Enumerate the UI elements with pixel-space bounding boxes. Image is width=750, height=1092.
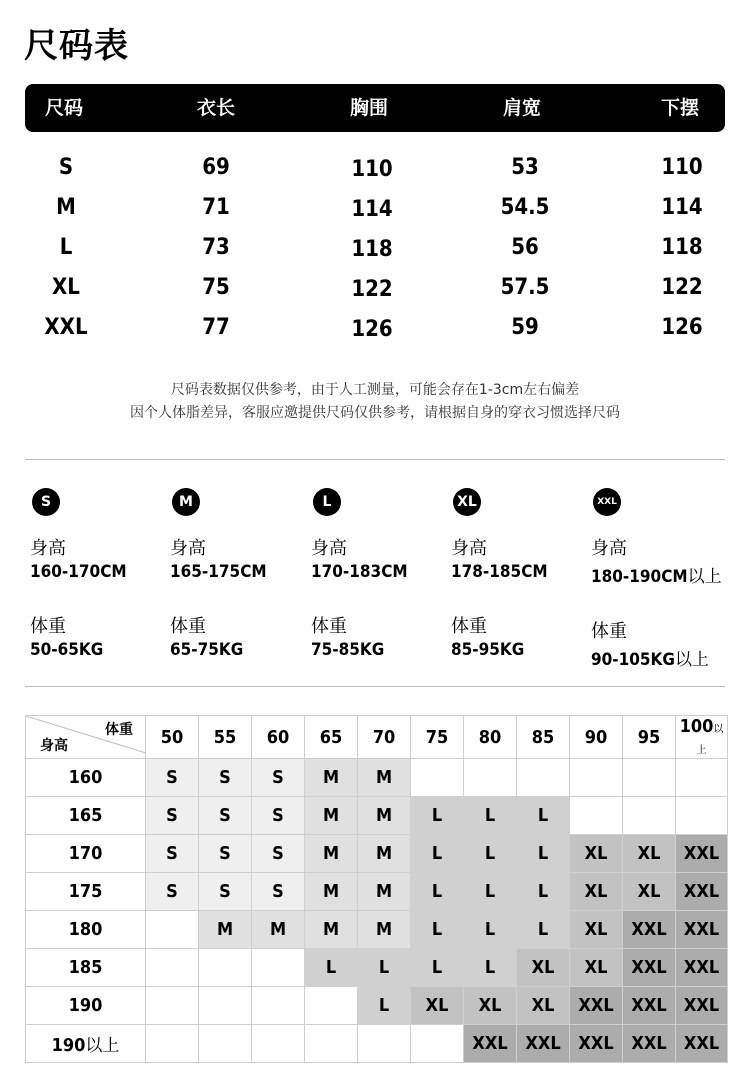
size-cell: L — [464, 797, 517, 835]
size-badge: XXL — [593, 488, 621, 516]
size-cell: XL — [570, 949, 623, 987]
height-header: 160 — [26, 759, 146, 797]
size-cell: S — [252, 759, 305, 797]
size-cell: L — [517, 797, 570, 835]
size-recommendation-l — [311, 488, 451, 660]
height-header: 170 — [26, 835, 146, 873]
table-row — [26, 987, 728, 1025]
table-cell: 110 — [351, 157, 393, 182]
weight-label: 体重 — [451, 616, 487, 637]
weight-header: 50 — [146, 716, 199, 759]
height-range: 160-170CM — [30, 562, 127, 582]
size-cell — [676, 759, 728, 797]
height-header: 165 — [26, 797, 146, 835]
weight-axis-label: 体重 — [105, 722, 133, 738]
table-cell: 59 — [511, 315, 539, 340]
table-cell: S — [58, 155, 74, 180]
weight-header: 70 — [358, 716, 411, 759]
header-size: 尺码 — [45, 97, 84, 119]
table-row — [0, 308, 750, 348]
size-cell — [517, 759, 570, 797]
page-title: 尺码表 — [24, 26, 129, 66]
table-cell: L — [59, 235, 73, 260]
size-cell: L — [411, 911, 464, 949]
table-row — [0, 228, 750, 268]
size-cell: S — [252, 873, 305, 911]
table-cell: 69 — [202, 155, 230, 180]
header-length: 衣长 — [197, 97, 236, 119]
size-cell: XXL — [623, 949, 676, 987]
size-cell: M — [305, 873, 358, 911]
weight-header: 100以上 — [676, 716, 728, 759]
size-badge: L — [313, 488, 341, 516]
size-badge: XL — [453, 488, 481, 516]
size-cell: XXL — [623, 911, 676, 949]
weight-header: 75 — [411, 716, 464, 759]
height-range: 180-190CM以上 — [591, 567, 722, 587]
table-cell: 114 — [351, 197, 393, 222]
table-cell: 56 — [511, 235, 539, 260]
table-row — [26, 911, 728, 949]
size-badge: M — [172, 488, 200, 516]
size-cell: M — [199, 911, 252, 949]
size-cell: S — [146, 797, 199, 835]
size-recommendation-xxl — [591, 488, 731, 670]
table-row — [0, 268, 750, 308]
size-cell — [570, 759, 623, 797]
size-cell: L — [411, 873, 464, 911]
size-cell: L — [358, 987, 411, 1025]
size-cell: XXL — [676, 1025, 728, 1063]
table-row — [0, 148, 750, 188]
size-cell — [146, 987, 199, 1025]
header-hem: 下摆 — [661, 97, 700, 119]
height-label: 身高 — [30, 538, 66, 559]
table-cell: 110 — [661, 155, 703, 180]
size-cell: L — [411, 835, 464, 873]
weight-header: 80 — [464, 716, 517, 759]
table-cell: 57.5 — [500, 275, 550, 300]
size-cell: L — [517, 835, 570, 873]
size-cell: L — [464, 835, 517, 873]
size-cell: XL — [517, 987, 570, 1025]
size-cell: L — [517, 911, 570, 949]
size-cell — [411, 1025, 464, 1063]
divider — [25, 686, 725, 687]
table-row — [26, 797, 728, 835]
weight-range: 85-95KG — [451, 640, 525, 660]
table-cell: 126 — [351, 317, 393, 342]
size-cell: XL — [623, 873, 676, 911]
size-cell: M — [252, 911, 305, 949]
height-weight-size-chart — [25, 715, 728, 1063]
divider — [25, 459, 725, 460]
size-cell: S — [199, 759, 252, 797]
weight-range: 90-105KG以上 — [591, 650, 709, 670]
table-row — [26, 835, 728, 873]
height-header: 180 — [26, 911, 146, 949]
height-header: 185 — [26, 949, 146, 987]
size-cell — [676, 797, 728, 835]
table-cell: 71 — [202, 195, 230, 220]
header-shoulder: 肩宽 — [503, 97, 542, 119]
size-cell: XXL — [623, 987, 676, 1025]
size-cell: M — [358, 797, 411, 835]
height-header: 190 — [26, 987, 146, 1025]
size-cell — [411, 759, 464, 797]
size-cell: L — [305, 949, 358, 987]
table-row — [26, 1025, 728, 1063]
size-cell: M — [305, 759, 358, 797]
weight-header: 90 — [570, 716, 623, 759]
height-header: 175 — [26, 873, 146, 911]
weight-label: 体重 — [170, 616, 206, 637]
size-cell: L — [411, 797, 464, 835]
size-cell: S — [199, 835, 252, 873]
size-cell: XL — [464, 987, 517, 1025]
size-cell: XL — [411, 987, 464, 1025]
size-cell: XXL — [570, 987, 623, 1025]
size-cell — [570, 797, 623, 835]
size-cell — [464, 759, 517, 797]
size-cell — [623, 759, 676, 797]
weight-label: 体重 — [30, 616, 66, 637]
table-cell: 122 — [351, 277, 393, 302]
size-cell: S — [199, 873, 252, 911]
weight-label: 体重 — [311, 616, 347, 637]
size-recommendation-m — [170, 488, 310, 660]
table-cell: 114 — [661, 195, 703, 220]
weight-range: 50-65KG — [30, 640, 104, 660]
size-cell — [252, 949, 305, 987]
size-cell — [252, 1025, 305, 1063]
size-cell: S — [146, 873, 199, 911]
weight-range: 65-75KG — [170, 640, 244, 660]
height-range: 165-175CM — [170, 562, 267, 582]
size-table-header — [25, 84, 725, 132]
size-cell: XXL — [623, 1025, 676, 1063]
size-cell — [358, 1025, 411, 1063]
size-cell: S — [252, 835, 305, 873]
height-header: 190以上 — [26, 1025, 146, 1063]
size-recommendation-s — [30, 488, 170, 660]
size-cell — [305, 987, 358, 1025]
note-line-1: 尺码表数据仅供参考，由于人工测量，可能会存在1-3cm左右偏差 — [170, 382, 580, 398]
size-cell: XXL — [517, 1025, 570, 1063]
size-badge: S — [32, 488, 60, 516]
weight-header: 85 — [517, 716, 570, 759]
height-label: 身高 — [170, 538, 206, 559]
note-line-2: 因个人体脂差异，客服应邀提供尺码仅供参考，请根据自身的穿衣习惯选择尺码 — [130, 405, 620, 421]
size-cell: S — [252, 797, 305, 835]
table-cell: 118 — [661, 235, 703, 260]
size-cell: M — [305, 797, 358, 835]
size-recommendation-xl — [451, 488, 591, 660]
table-cell: 53 — [511, 155, 539, 180]
size-cell: XXL — [676, 873, 728, 911]
size-cell: L — [464, 873, 517, 911]
weight-header: 65 — [305, 716, 358, 759]
size-cell: XXL — [464, 1025, 517, 1063]
size-cell: M — [358, 835, 411, 873]
size-cell — [146, 911, 199, 949]
size-cell — [623, 797, 676, 835]
table-cell: 118 — [351, 237, 393, 262]
size-cell: XL — [570, 835, 623, 873]
size-cell: M — [358, 873, 411, 911]
table-cell: 77 — [202, 315, 230, 340]
height-label: 身高 — [451, 538, 487, 559]
size-cell — [305, 1025, 358, 1063]
size-cell: M — [305, 835, 358, 873]
weight-label: 体重 — [591, 621, 627, 642]
height-range: 170-183CM — [311, 562, 408, 582]
table-row — [26, 873, 728, 911]
table-header-row — [26, 716, 728, 759]
size-cell: XXL — [676, 835, 728, 873]
size-cell: M — [358, 911, 411, 949]
table-row — [26, 759, 728, 797]
size-cell: S — [199, 797, 252, 835]
size-cell — [199, 949, 252, 987]
weight-header: 95 — [623, 716, 676, 759]
size-cell — [146, 949, 199, 987]
header-chest: 胸围 — [350, 97, 389, 119]
weight-range: 75-85KG — [311, 640, 385, 660]
table-row — [0, 188, 750, 228]
height-range: 178-185CM — [451, 562, 548, 582]
table-row — [26, 949, 728, 987]
table-cell: M — [56, 195, 76, 220]
height-label: 身高 — [311, 538, 347, 559]
size-cell — [146, 1025, 199, 1063]
size-cell: XXL — [676, 911, 728, 949]
table-cell: 75 — [202, 275, 230, 300]
height-axis-label: 身高 — [40, 738, 68, 754]
size-cell: XL — [517, 949, 570, 987]
size-cell: M — [305, 911, 358, 949]
height-label: 身高 — [591, 538, 627, 559]
size-cell: L — [358, 949, 411, 987]
size-cell: L — [517, 873, 570, 911]
size-cell: S — [146, 759, 199, 797]
size-cell: XL — [570, 873, 623, 911]
size-cell: XL — [623, 835, 676, 873]
table-cell: 122 — [661, 275, 703, 300]
table-cell: XXL — [44, 315, 88, 340]
size-cell: S — [146, 835, 199, 873]
size-cell — [252, 987, 305, 1025]
corner-cell — [26, 716, 146, 759]
table-cell: 73 — [202, 235, 230, 260]
size-cell: XL — [570, 911, 623, 949]
size-cell — [199, 987, 252, 1025]
size-cell: XXL — [676, 987, 728, 1025]
size-cell: XXL — [570, 1025, 623, 1063]
size-cell: XXL — [676, 949, 728, 987]
size-cell: L — [464, 911, 517, 949]
table-cell: 126 — [661, 315, 703, 340]
weight-header: 60 — [252, 716, 305, 759]
table-cell: XL — [52, 275, 80, 300]
size-cell: M — [358, 759, 411, 797]
size-cell — [199, 1025, 252, 1063]
size-cell: L — [464, 949, 517, 987]
size-cell: L — [411, 949, 464, 987]
table-cell: 54.5 — [500, 195, 550, 220]
weight-header: 55 — [199, 716, 252, 759]
